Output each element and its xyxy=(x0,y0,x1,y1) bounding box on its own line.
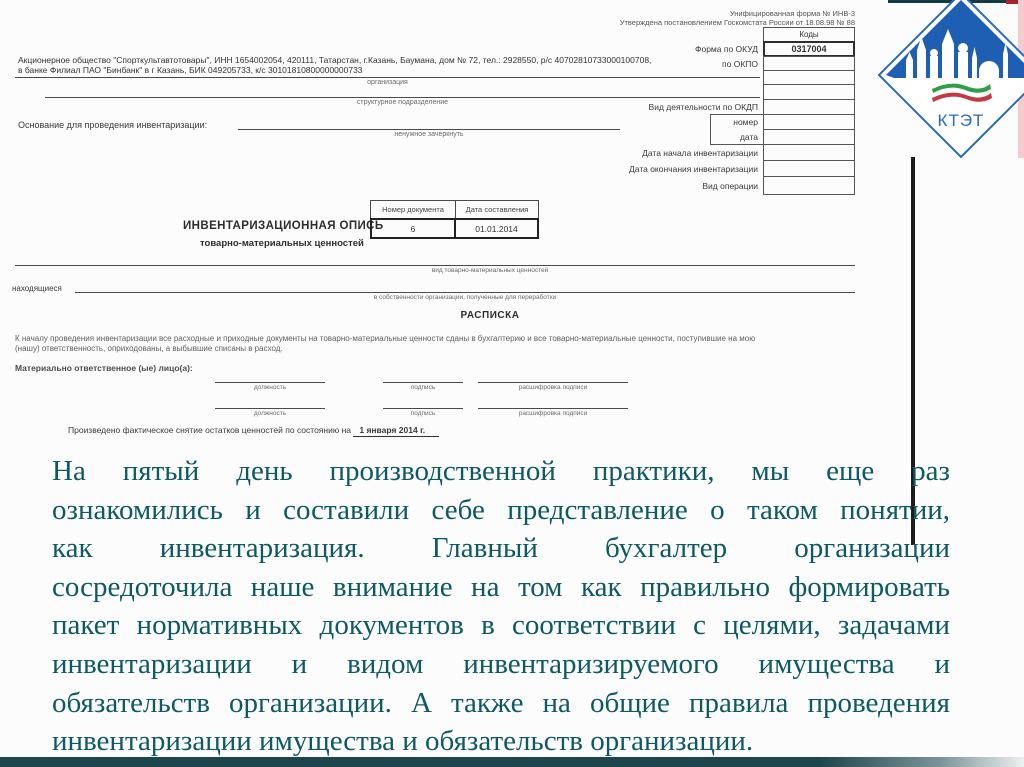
okdp-value-cell xyxy=(763,99,855,115)
signature-caption: подпись xyxy=(410,410,436,417)
position-line xyxy=(215,382,325,383)
date-value-cell xyxy=(763,129,855,145)
empty-cell xyxy=(763,70,855,85)
number-value-cell xyxy=(763,114,855,130)
position-caption: должность xyxy=(253,410,287,417)
transcript-caption: расшифровка подписи xyxy=(518,384,588,391)
snapshot-date: 1 января 2014 г. xyxy=(353,425,439,437)
inventory-end-label: Дата окончания инвентаризации xyxy=(629,164,758,174)
basis-label: Основание для проведения инвентаризации: xyxy=(18,120,208,130)
main-text-line: обязательств организации. А также на общие правила проведения xyxy=(52,686,950,719)
codes-header-cell: Коды xyxy=(763,27,855,42)
organization-line1: Акционерное общество "Спорткультавтотовары", ИНН 1654002054, 420111, Татарстан, г.Казань, Баумана, дом № 72, тел.: 2928550, р/с 40702810733000100708, xyxy=(18,55,652,65)
main-text-line: сосредоточила наше внимание на том как правильно формировать xyxy=(52,570,950,603)
organization-details xyxy=(18,55,760,75)
okud-value-cell: 0317004 xyxy=(763,41,855,57)
okpo-label: по ОКПО xyxy=(722,59,758,69)
okdp-label: Вид деятельности по ОКДП xyxy=(648,102,758,112)
position-line xyxy=(215,408,325,409)
doc-date-value: 01.01.2014 xyxy=(454,218,539,239)
main-text-line: пакет нормативных документов в соответствии с целями, задачами xyxy=(52,609,950,642)
main-text-line: инвентаризации имущества и обязательств организации. xyxy=(52,725,754,758)
snapshot-label: Произведено фактическое снятие остатков ценностей по состоянию на xyxy=(68,425,351,435)
snapshot-row xyxy=(68,425,439,435)
form-header-line1: Унифицированная форма № ИНВ-3 xyxy=(729,9,855,18)
doc-date-header: Дата составления xyxy=(455,200,539,219)
responsible-label: Материально ответственное (ые) лицо(а): xyxy=(15,363,193,373)
kind-caption: вид товарно-материальных ценностей xyxy=(431,267,549,274)
inventory-start-label: Дата начала инвентаризации xyxy=(642,148,758,158)
logo-text: КТЭТ xyxy=(937,111,985,130)
located-underline xyxy=(75,292,855,293)
main-text-block xyxy=(52,452,950,761)
kind-underline xyxy=(15,265,855,266)
form-subtitle: товарно-материальных ценностей xyxy=(200,238,364,249)
signature-line xyxy=(383,382,463,383)
organization-underline xyxy=(15,77,760,78)
okud-label: Форма по ОКУД xyxy=(695,44,758,54)
transcript-line xyxy=(478,382,628,383)
operation-cell xyxy=(763,176,855,195)
doc-number-header: Номер документа xyxy=(370,200,456,219)
doc-number-value: 6 xyxy=(370,218,456,239)
form-header-line2: Утверждена постановлением Госкомстата России от 18.08.98 № 88 xyxy=(619,18,855,27)
main-text-line: ознакомились и составили себе представление о таком понятии, xyxy=(52,493,950,526)
ktet-logo xyxy=(876,0,1024,160)
main-text-line: На пятый день производственной практики, мы еще раз xyxy=(52,455,950,487)
signature-caption: подпись xyxy=(410,384,436,391)
main-text-line: как инвентаризация. Главный бухгалтер организации xyxy=(52,532,950,565)
organization-line2: в банке Филиал ПАО "Бинбанк" в г Казань, БИК 049205733, к/с 30101810800000000733 xyxy=(18,65,363,75)
transcript-line xyxy=(478,408,628,409)
unit-underline xyxy=(45,97,760,98)
receipt-title: РАСПИСКА xyxy=(460,310,520,321)
organization-caption: организация xyxy=(367,79,408,86)
signature-line xyxy=(383,408,463,409)
end-date-cell xyxy=(763,160,855,177)
form-title: ИНВЕНТАРИЗАЦИОННАЯ ОПИСЬ xyxy=(183,220,384,232)
number-label: номер xyxy=(733,117,758,127)
unit-caption: структурное подразделение xyxy=(356,99,449,106)
main-text-line: инвентаризации и видом инвентаризируемого имущества и xyxy=(52,647,950,680)
empty-cell xyxy=(763,84,855,100)
okpo-value-cell xyxy=(763,56,855,71)
operation-label: Вид операции xyxy=(702,181,758,191)
date-label: дата xyxy=(739,132,758,142)
position-caption: должность xyxy=(253,384,287,391)
start-date-cell xyxy=(763,144,855,161)
basis-underline xyxy=(238,129,620,130)
transcript-caption: расшифровка подписи xyxy=(518,410,588,417)
receipt-text: К началу проведения инвентаризации все расходные и приходные документы на товарно-материальные ценности сданы в бухгалтерию и все товарно-материальные ценности, поступившие на мою (нашу) ответственность, оприходованы, а выбывшие списаны в расход. xyxy=(15,334,756,353)
basis-caption: ненужное зачеркнуть xyxy=(394,131,464,138)
ownership-caption: в собственности организации, полученные для переработки xyxy=(373,294,557,301)
form-header-note xyxy=(620,9,855,27)
located-label: находящиеся xyxy=(12,284,62,293)
